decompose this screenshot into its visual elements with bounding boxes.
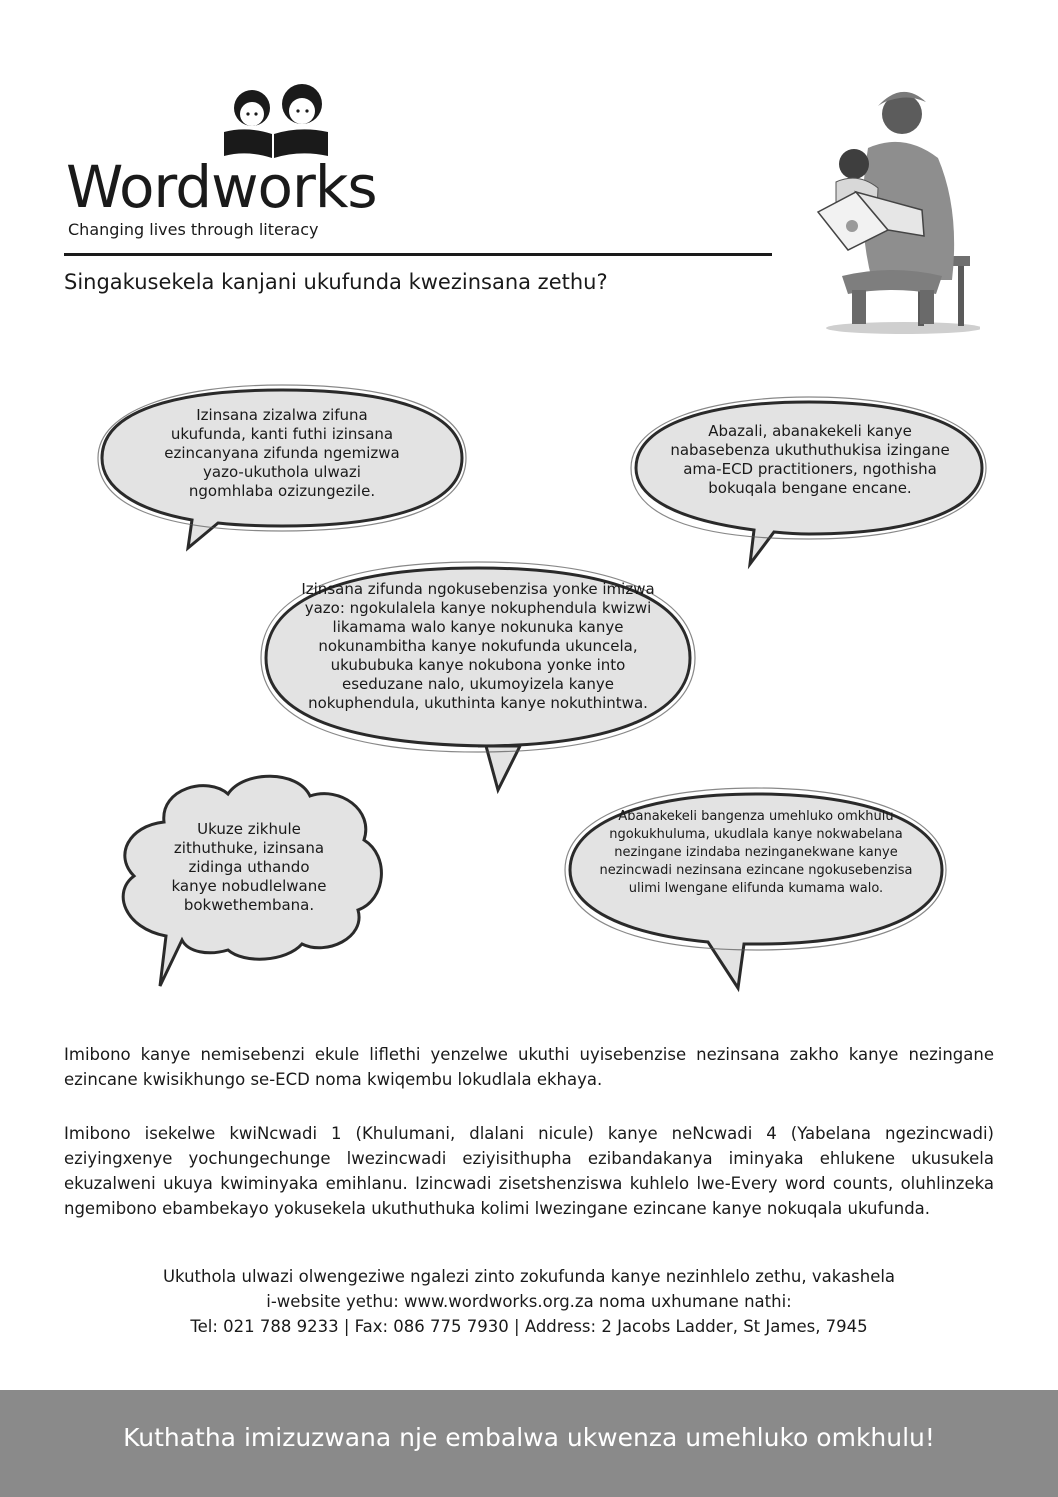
- brand-tagline: Changing lives through literacy: [68, 220, 319, 239]
- children-reading-logo-icon: [62, 82, 402, 162]
- bubble-5-text: Abanakekeli bangenza umehluko omkhulu ngokukhuluma, ukudlala kanye nokwabelana nezingane izindaba nezinganekwane kanye nezincwadi nezinsana ezincane ngokusebenzisa ulimi lwengane elifunda kumama walo.: [599, 809, 913, 896]
- page-heading: Singakusekela kanjani ukufunda kwezinsana zethu?: [64, 270, 608, 294]
- speech-bubble-5: [562, 784, 950, 994]
- body-paragraph-1: Imibono kanye nemisebenzi ekule liflethi yenzelwe ukuthi uyisebenzise nezinsana zakho kanye nezingane ezincane kwisikhungo se-ECD noma kwiqembu lokudlala ekhaya.: [64, 1045, 994, 1089]
- contact-line-3: Tel: 021 788 9233 | Fax: 086 775 7930 | Address: 2 Jacobs Ladder, St James, 7945: [190, 1317, 868, 1336]
- wordworks-logo: [62, 82, 402, 242]
- brand-name: Wordworks: [66, 153, 377, 221]
- bubble-4-text: Ukuze zikhule zithuthuke, izinsana zidinga uthando kanye nobudlelwane bokwethembana.: [171, 820, 327, 914]
- contact-block: [64, 1264, 994, 1339]
- thought-bubble-4: [104, 760, 394, 1000]
- footer-slogan: Kuthatha imizuzwana nje embalwa ukwenza umehluko omkhulu!: [123, 1423, 935, 1452]
- body-paragraph-2: Imibono isekelwe kwiNcwadi 1 (Khulumani, dlalani nicule) kanye neNcwadi 4 (Yabelana ngezincwadi) eziyingxenye yochungechunge lwezincwadi eziyisithupha ezibandakanya iminyaka ehlukene ukusukela ekuzalweni ukuya kwiminyaka emihlanu. Izincwadi zisetshenziswa kuhlelo lwe-Every word counts, oluhlinzeka ngemibono ebambekayo yokusekela ukuthuthuka kolimi lwezingane ezincane kanye nokuqala ukufunda.: [64, 1124, 994, 1218]
- footer-band: [0, 1390, 1058, 1497]
- contact-line-1: Ukuthola ulwazi olwengeziwe ngalezi zinto zokufunda kanye nezinhlelo zethu, vakashela: [162, 1267, 896, 1286]
- speech-bubble-1: [96, 380, 468, 555]
- bubble-1-text: Izinsana zizalwa zifuna ukufunda, kanti futhi izinsana ezincanyana zifunda ngemizwa yazo-ukuthola ulwazi ngomhlaba ozizungezile.: [164, 406, 400, 500]
- bubble-2-text: Abazali, abanakekeli kanye nabasebenza ukuthuthukisa izingane ama-ECD practitioners, ngothisha bokuqala bengane encane.: [670, 422, 950, 497]
- contact-line-2: i-website yethu: www.wordworks.org.za noma uxhumane nathi:: [266, 1292, 792, 1311]
- bubble-3-text: Izinsana zifunda ngokusebenzisa yonke imizwa yazo: ngokulalela kanye nokuphendula kwizwi likamama walo kanye nokunuka kanye nokunambitha kanye nokufunda ukuncela, ukububuka kanye nokubona yonke into eseduzane nalo, ukumoyizela kanye nokuphendula, ukuthinta kanye nokuthintwa.: [301, 580, 655, 712]
- caregiver-reading-illustration: [812, 80, 980, 336]
- header-divider: [64, 253, 772, 256]
- speech-bubble-2: [628, 392, 990, 570]
